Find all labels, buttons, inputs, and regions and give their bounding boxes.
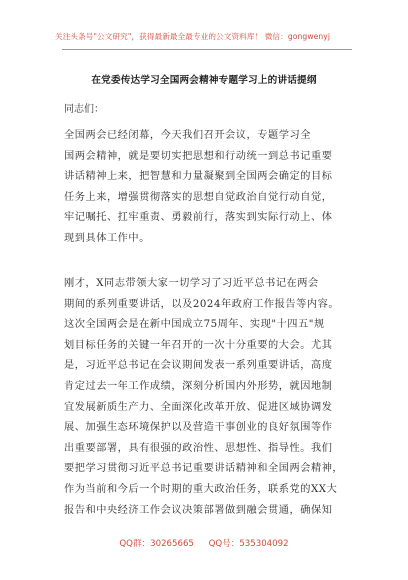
footer-contact [0,537,408,549]
footer-qq-number: QQ号：535304092 [208,539,289,549]
paragraph-line: 期间的系列重要讲话，以及2024年政府工作报告等内容。 [64,298,340,310]
paragraph-line: 刚才，X同志带领大家一切学习了习近平总书记在两会 [64,278,319,289]
paragraph-line: 全国两会已经闭幕，今天我们召开会议，专题学习全 [64,130,311,141]
paragraph-1 [64,126,344,250]
paragraph-line: 出重要部署，具有很强的政治性、思想性、指导性。我们 [64,442,333,454]
paragraph-line: 牢记嘱托、扛牢重责、勇毅前行，落实到实际行动上、体 [64,212,333,224]
paragraph-line: 国两会精神，就是要切实把思想和行动统一到总书记重要 [64,150,333,162]
header-divider [62,49,352,50]
footer-qq-group: QQ群：30265665 [119,539,194,549]
paragraph-line: 报告和中央经济工作会议决策部署做到融会贯通，确保知 [64,504,333,516]
paragraph-line: 作为当前和今后一个时期的重大政治任务，联系党的XX大 [64,483,338,495]
paragraph-line: 要把学习贯彻习近平总书记重要讲话精神和全国两会精神， [64,463,344,475]
paragraph-line: 展、加强生态环境保护以及营造干事创业的良好氛围等作 [64,422,333,434]
paragraph-line: 讲话精神上来，把智慧和力量凝聚到全国两会确定的目标 [64,171,333,183]
paragraph-line: 这次全国两会是在新中国成立75周年、实现"十四五"规 [64,319,325,331]
document-title: 在党委传达学习全国两会精神专题学习上的讲话提纲 [91,75,317,86]
paragraph-2 [64,274,344,521]
paragraph-line: 任务上来，增强贯彻落实的思想自觉政治自觉行动自觉， [64,191,333,203]
paragraph-line: 宜发展新质生产力、全面深化改革开放、促进区域协调发 [64,401,333,413]
paragraph-line: 现到具体工作中。 [64,232,150,244]
paragraph-line: 肯定过去一年工作成绩，深刻分析国内外形势，就因地制 [64,380,333,392]
header-banner: 关注头条号"公文研究"，获得最新最全最专业的公文资料库！ 微信：gongwenyj [55,32,331,41]
salutation: 同志们： [64,104,104,115]
paragraph-line: 是，习近平总书记在会议期间发表一系列重要讲话，高度 [64,360,333,372]
paragraph-line: 划目标任务的关键一年召开的一次十分重要的大会。尤其 [64,339,333,351]
